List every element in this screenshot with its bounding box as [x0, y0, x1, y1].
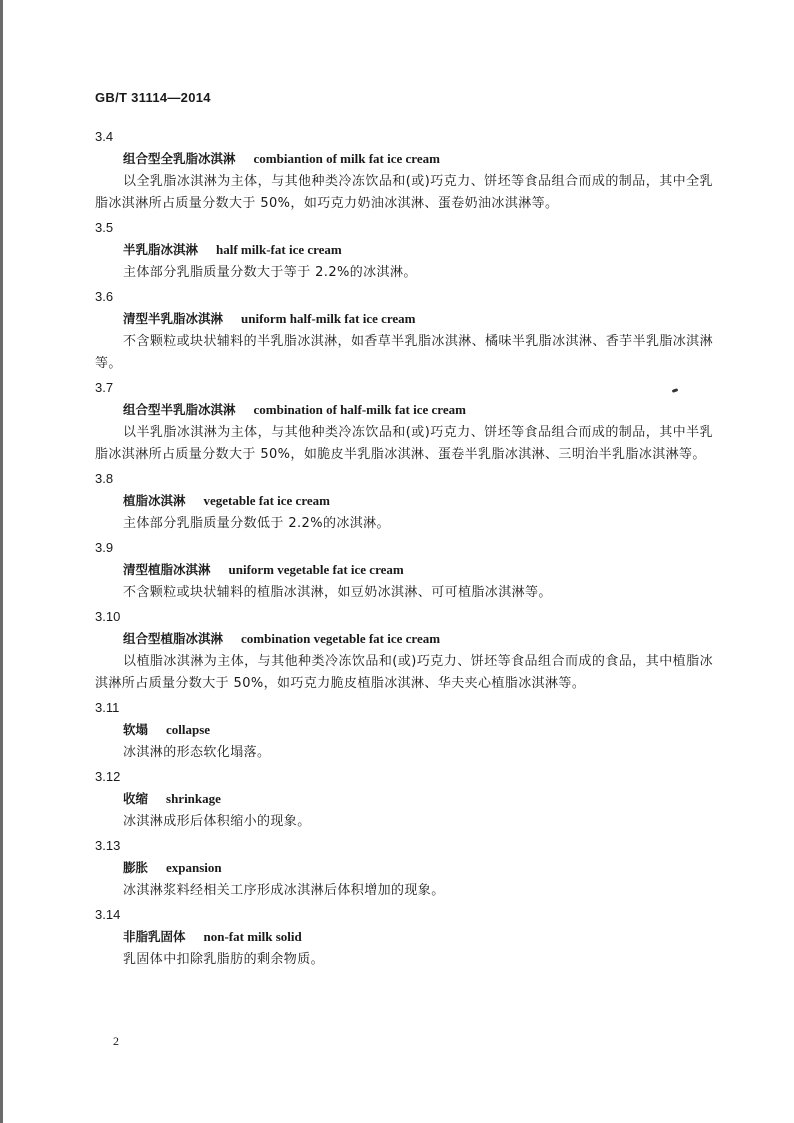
- standard-number-header: GB/T 31114—2014: [95, 90, 211, 105]
- term-heading: [95, 490, 715, 513]
- term-entry: [95, 126, 715, 215]
- term-entry: [95, 835, 715, 902]
- term-definition: 不含颗粒或块状辅料的植脂冰淇淋，如豆奶冰淇淋、可可植脂冰淇淋等。: [123, 585, 552, 600]
- term-entry: [95, 377, 715, 466]
- term-entry: [95, 766, 715, 833]
- term-english: collapse: [166, 722, 211, 737]
- entry-number: 3.9: [95, 540, 114, 555]
- term-heading: [95, 719, 715, 742]
- term-chinese: 膨胀: [123, 860, 149, 875]
- term-entry: [95, 697, 715, 764]
- term-english: shrinkage: [166, 791, 221, 806]
- page-number: 2: [113, 1034, 119, 1048]
- term-heading: [95, 239, 715, 262]
- term-entry: [95, 904, 715, 971]
- term-chinese: 组合型植脂冰淇淋: [123, 631, 224, 646]
- term-definition: 以植脂冰淇淋为主体，与其他种类冷冻饮品和(或)巧克力、饼坯等食品组合而成的食品，其中植脂冰淇淋所占质量分数大于 50%，如巧克力脆皮植脂冰淇淋、华夫夹心植脂冰淇淋等。: [95, 654, 713, 691]
- term-english: uniform vegetable fat ice cream: [228, 562, 404, 577]
- term-chinese: 非脂乳固体: [123, 929, 186, 944]
- term-definition: 不含颗粒或块状辅料的半乳脂冰淇淋，如香草半乳脂冰淇淋、橘味半乳脂冰淇淋、香芋半乳脂冰淇淋等。: [95, 334, 713, 371]
- term-chinese: 清型植脂冰淇淋: [123, 562, 211, 577]
- term-english: non-fat milk solid: [203, 929, 302, 944]
- term-chinese: 半乳脂冰淇淋: [123, 242, 199, 257]
- term-english: vegetable fat ice cream: [203, 493, 330, 508]
- entry-number: 3.13: [95, 838, 121, 853]
- term-heading: [95, 399, 715, 422]
- entry-number: 3.5: [95, 220, 114, 235]
- entry-number: 3.6: [95, 289, 114, 304]
- term-chinese: 清型半乳脂冰淇淋: [123, 311, 224, 326]
- entry-number: 3.10: [95, 609, 121, 624]
- term-definition: 主体部分乳脂质量分数大于等于 2.2%的冰淇淋。: [123, 265, 417, 280]
- term-heading: [95, 857, 715, 880]
- entry-number: 3.12: [95, 769, 121, 784]
- term-entry: [95, 217, 715, 284]
- term-english: expansion: [166, 860, 222, 875]
- term-entry: [95, 606, 715, 695]
- term-heading: [95, 926, 715, 949]
- term-definition: 冰淇淋的形态软化塌落。: [123, 745, 271, 760]
- term-chinese: 组合型全乳脂冰淇淋: [123, 151, 236, 166]
- entry-number: 3.11: [95, 700, 120, 715]
- term-entry: [95, 537, 715, 604]
- term-heading: [95, 148, 715, 171]
- term-entry: [95, 286, 715, 375]
- term-chinese: 组合型半乳脂冰淇淋: [123, 402, 236, 417]
- term-definition: 以半乳脂冰淇淋为主体，与其他种类冷冻饮品和(或)巧克力、饼坯等食品组合而成的制品，其中半乳脂冰淇淋所占质量分数大于 50%，如脆皮半乳脂冰淇淋、蛋卷半乳脂冰淇淋、三明治半乳脂冰淇淋等。: [95, 425, 713, 462]
- term-english: half milk-fat ice cream: [216, 242, 342, 257]
- term-heading: [95, 308, 715, 331]
- term-definition: 冰淇淋浆料经相关工序形成冰淇淋后体积增加的现象。: [123, 883, 445, 898]
- terms-definitions-list: [95, 126, 715, 973]
- entry-number: 3.4: [95, 129, 114, 144]
- term-chinese: 植脂冰淇淋: [123, 493, 186, 508]
- term-definition: 冰淇淋成形后体积缩小的现象。: [123, 814, 311, 829]
- term-english: combiantion of milk fat ice cream: [253, 151, 440, 166]
- entry-number: 3.14: [95, 907, 121, 922]
- term-english: combination of half-milk fat ice cream: [253, 402, 466, 417]
- term-chinese: 收缩: [123, 791, 149, 806]
- term-english: uniform half-milk fat ice cream: [241, 311, 416, 326]
- term-english: combination vegetable fat ice cream: [241, 631, 441, 646]
- term-definition: 主体部分乳脂质量分数低于 2.2%的冰淇淋。: [123, 516, 390, 531]
- term-entry: [95, 468, 715, 535]
- term-heading: [95, 628, 715, 651]
- entry-number: 3.8: [95, 471, 114, 486]
- term-definition: 乳固体中扣除乳脂肪的剩余物质。: [123, 952, 325, 967]
- term-definition: 以全乳脂冰淇淋为主体，与其他种类冷冻饮品和(或)巧克力、饼坯等食品组合而成的制品，其中全乳脂冰淇淋所占质量分数大于 50%，如巧克力奶油冰淇淋、蛋卷奶油冰淇淋等。: [95, 174, 713, 211]
- term-chinese: 软塌: [123, 722, 149, 737]
- term-heading: [95, 559, 715, 582]
- entry-number: 3.7: [95, 380, 114, 395]
- term-heading: [95, 788, 715, 811]
